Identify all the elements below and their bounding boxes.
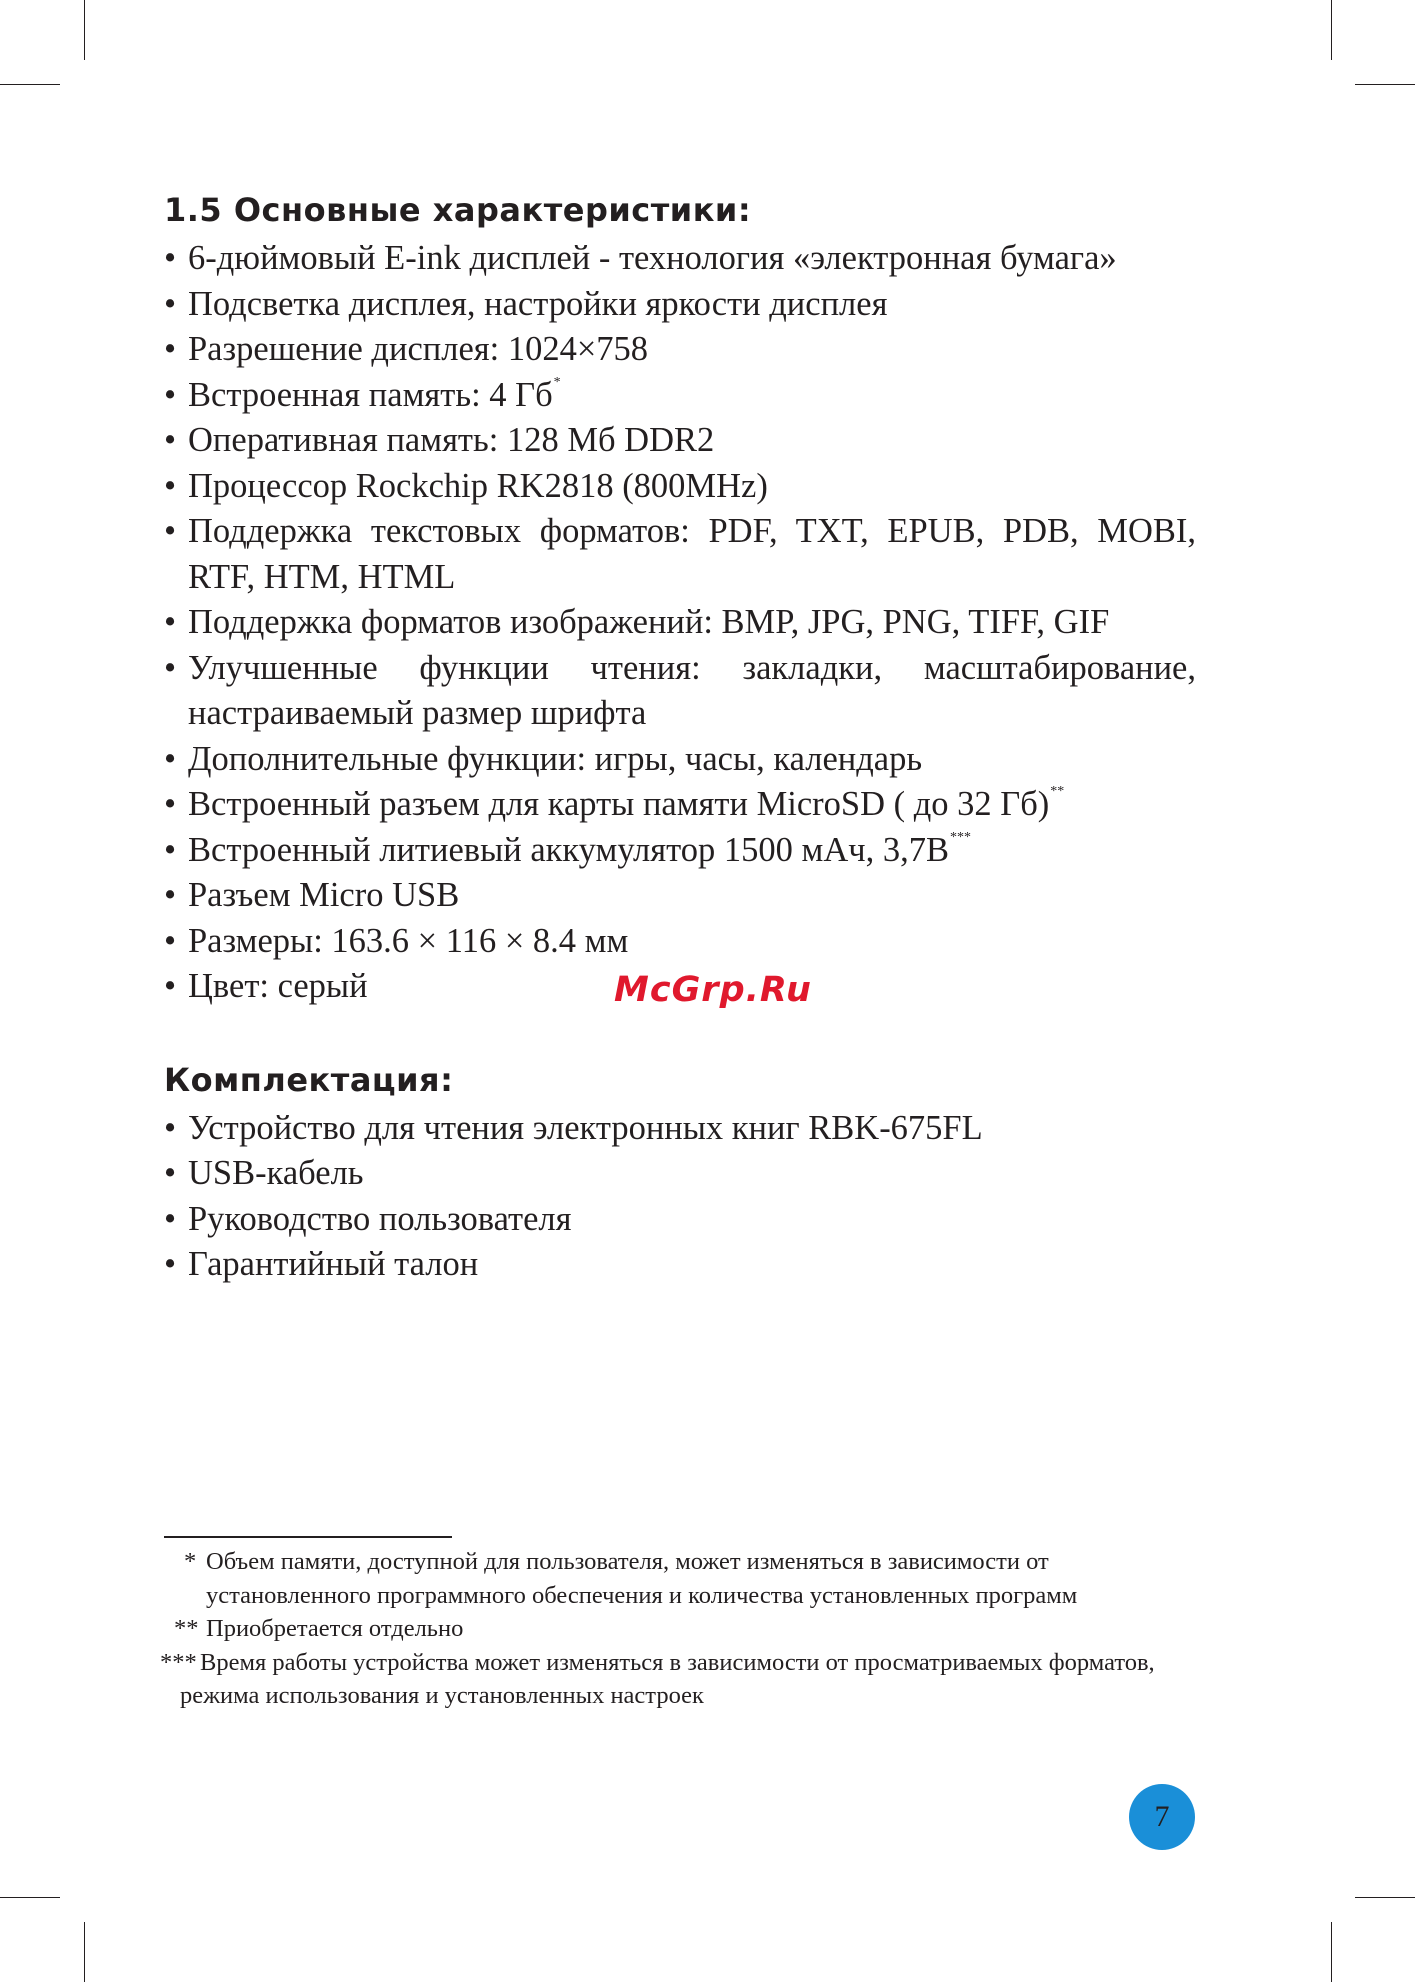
crop-mark-bottom-left-horizontal xyxy=(0,1897,60,1898)
footnote-divider xyxy=(164,1536,452,1538)
list-item xyxy=(164,782,1196,828)
list-item xyxy=(164,327,1196,373)
footnote-mark: ** xyxy=(174,1615,199,1642)
footnote-mark: * xyxy=(553,374,561,390)
footnote-mark: ** xyxy=(1050,784,1065,799)
footnote-mark: *** xyxy=(160,1648,197,1676)
list-item xyxy=(164,828,1196,874)
list-item-text: Поддержка текстовых форматов: PDF, TXT, EPUB, PDB, MOBI, RTF, HTM, HTML xyxy=(188,512,1196,596)
watermark: McGrp.Ru xyxy=(614,970,812,1010)
list-item xyxy=(164,600,1196,646)
list-item-text: Подсветка дисплея, настройки яркости дисплея xyxy=(188,284,888,323)
list-item-text: Устройство для чтения электронных книг RBK-675FL xyxy=(188,1108,983,1147)
footnotes xyxy=(160,1545,1190,1713)
list-item-text: Встроенная память: 4 Гб xyxy=(188,375,553,414)
list-item-text: Разрешение дисплея: 1024×758 xyxy=(188,330,649,368)
crop-mark-bottom-left-vertical xyxy=(84,1922,85,1982)
footnote xyxy=(160,1646,1190,1713)
list-item-text: Дополнительные функции: игры, часы, календарь xyxy=(188,739,923,778)
footnote-text: Время работы устройства может изменяться в зависимости от просматриваемых форматов, режима использования и установленных настроек xyxy=(180,1648,1155,1709)
list-item-text: 6-дюймовый E-ink дисплей - технология «электронная бумага» xyxy=(188,239,1117,277)
list-item-text: Процессор Rockchip RK2818 (800MHz) xyxy=(188,466,768,505)
list-item xyxy=(164,1106,1196,1152)
kit-heading: Комплектация: xyxy=(164,1060,454,1099)
crop-mark-top-left-horizontal xyxy=(0,84,60,85)
crop-mark-bottom-right-horizontal xyxy=(1355,1897,1415,1898)
list-item-text: Разъем Micro USB xyxy=(188,876,460,914)
footnote-mark: *** xyxy=(950,829,971,845)
page-content xyxy=(164,190,1196,1288)
kit-list xyxy=(164,1106,1196,1288)
list-item-text: Поддержка форматов изображений: BMP, JPG, PNG, TIFF, GIF xyxy=(188,603,1110,641)
crop-mark-top-right-horizontal xyxy=(1355,84,1415,85)
crop-mark-top-right-vertical xyxy=(1331,0,1332,60)
list-item-text: Размеры: 163.6 × 116 × 8.4 мм xyxy=(188,921,629,960)
list-item xyxy=(164,509,1196,600)
list-item xyxy=(164,464,1196,510)
footnote-mark: * xyxy=(184,1548,197,1575)
list-item xyxy=(164,373,1196,419)
list-item-text: USB-кабель xyxy=(188,1154,364,1192)
footnote-text: Объем памяти, доступной для пользователя, может изменяться в зависимости от установленного программного обеспечения и количества установленных программ xyxy=(206,1548,1078,1609)
footnote-text: Приобретается отдельно xyxy=(206,1615,464,1642)
list-item-text: Улучшенные функции чтения: закладки, масштабирование, настраиваемый размер шрифта xyxy=(188,648,1196,732)
crop-mark-bottom-right-vertical xyxy=(1331,1922,1332,1982)
list-item xyxy=(164,418,1196,464)
list-item-text: Встроенный разъем для карты памяти MicroSD ( до 32 Гб) xyxy=(188,785,1050,823)
list-item xyxy=(164,282,1196,328)
list-item-text: Встроенный литиевый аккумулятор 1500 мАч, 3,7В xyxy=(188,830,949,869)
list-item-text: Руководство пользователя xyxy=(188,1199,572,1238)
page-number: 7 xyxy=(1154,1800,1170,1833)
list-item xyxy=(164,1242,1196,1288)
list-item-text: Гарантийный талон xyxy=(188,1245,479,1283)
list-item xyxy=(164,919,1196,965)
list-item xyxy=(164,1197,1196,1243)
list-item xyxy=(164,646,1196,737)
list-item xyxy=(164,737,1196,783)
list-item xyxy=(164,1151,1196,1197)
specs-heading: 1.5 Основные характеристики: xyxy=(164,191,752,229)
page-number-badge xyxy=(1129,1784,1195,1850)
list-item xyxy=(164,236,1196,282)
specs-list xyxy=(164,236,1196,1010)
list-item-text: Оперативная память: 128 Мб DDR2 xyxy=(188,421,715,459)
footnote xyxy=(160,1545,1190,1612)
list-item-text: Цвет: серый xyxy=(188,967,368,1005)
crop-mark-top-left-vertical xyxy=(84,0,85,60)
list-item xyxy=(164,873,1196,919)
footnote xyxy=(160,1612,1190,1646)
